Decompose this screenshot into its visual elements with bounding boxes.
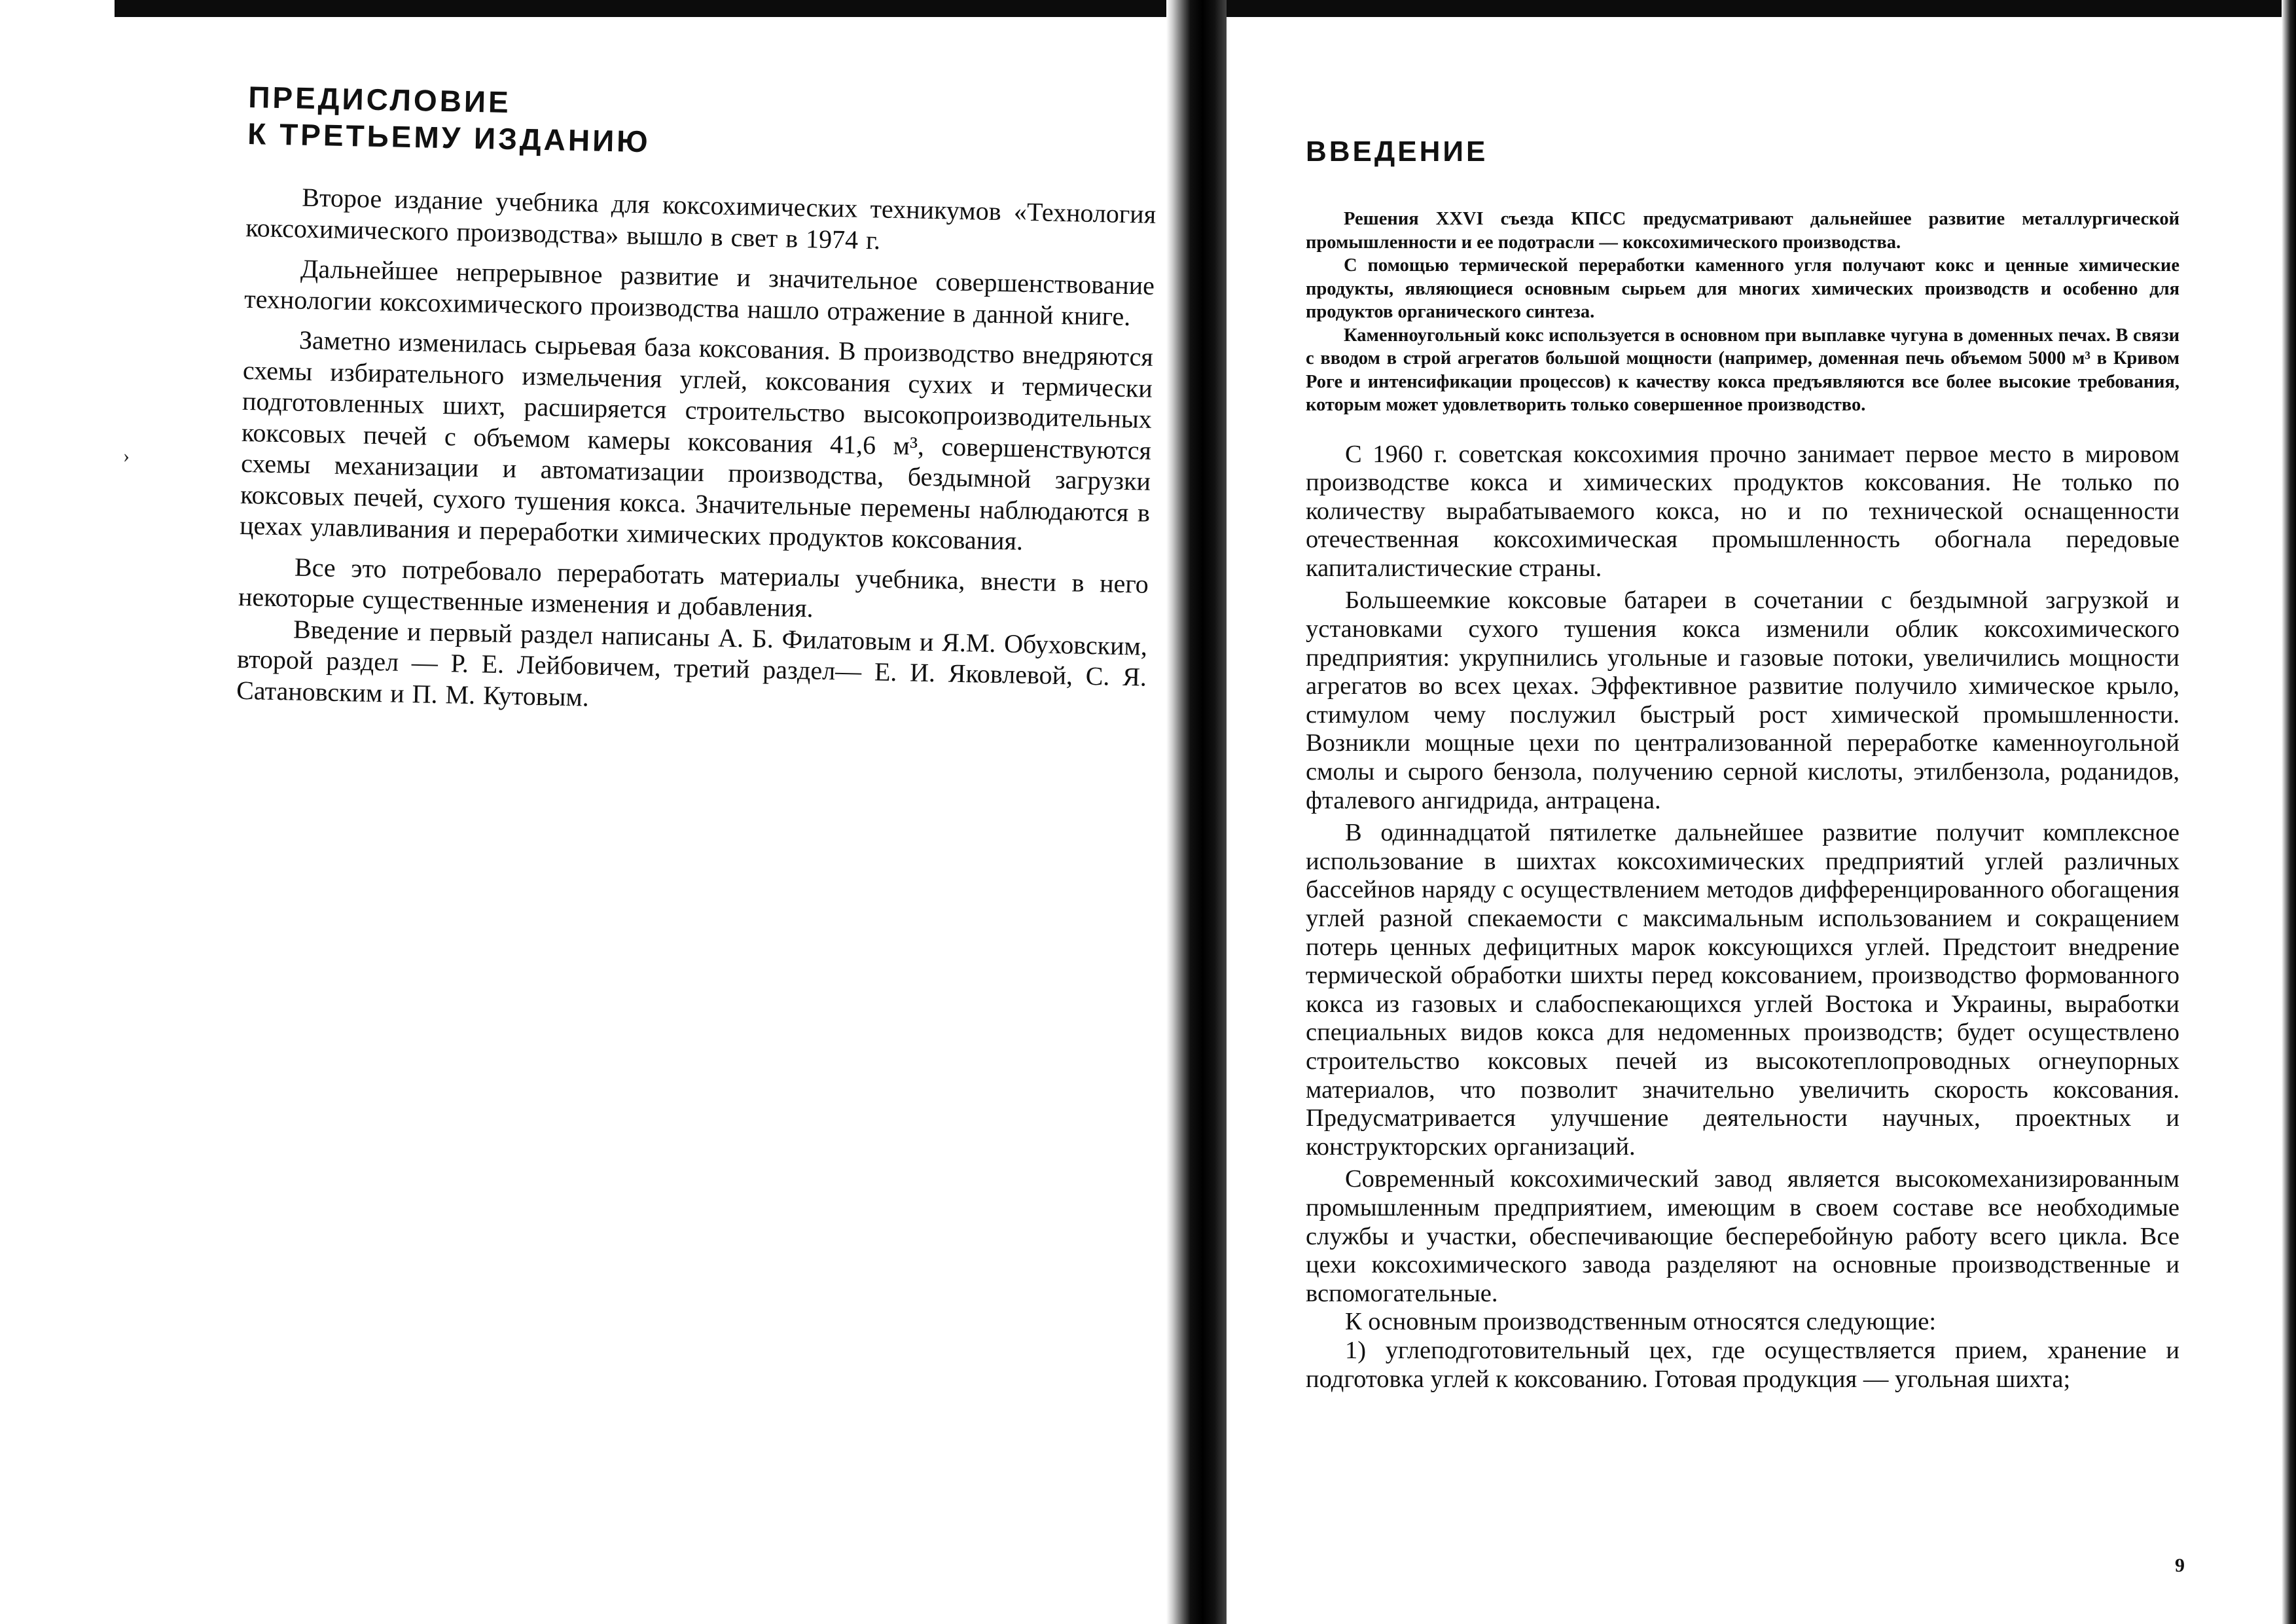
preface-paragraph: Все это потребовало переработать материалы учебника, внести в него некоторые существенные изменения и добавления. [238,552,1149,623]
introduction-heading: ВВЕДЕНИЕ [1306,135,1488,168]
body-paragraph: К основным производственным относятся следующие: [1345,1308,1937,1336]
abstract-paragraph: Каменноугольный кокс используется в основном при выплавке чугуна в доменных печах. В связи с вводом в строй агрегатов большой мощности (например, доменная печь объемом 5000 м³ в Кривом Роге и интенсификации процессов) к качеству кокса предъявляются все более высокие требования, которым может удовлетворить только совершенное производство. [1306,325,2179,415]
introduction-body [1306,441,2179,1394]
body-paragraph: Современный коксохимический завод является высокомеханизированным промышленным предприятием, имеющим в своем составе все необходимые службы и участки, обеспечивающие бесперебойную работу всего цикла. Все цехи коксохимического завода разделяют на основные производственные и вспомогательные. [1306,1165,2179,1307]
abstract-paragraph: Решения XXVI съезда КПСС предусматривают дальнейшее развитие металлургической промышленности и ее подотрасли — коксохимического производства. [1306,209,2179,253]
left-margin [0,0,115,1624]
body-paragraph: С 1960 г. советская коксохимия прочно занимает первое место в мировом производстве кокса и химических продуктов коксования. Не только по количеству вырабатываемого кокса, но и по технической оснащенности отечественная коксохимическая промышленность обогнала передовые капиталистические страны. [1306,440,2179,582]
left-page [236,79,1158,733]
preface-heading-line1: ПРЕДИСЛОВИЕ [247,79,512,120]
preface-paragraph: Введение и первый раздел написаны А. Б. Филатовым и Я.М. Обуховским, второй раздел — Р. Е. Лейбовичем, третий раздел— Е. И. Яковлевой, С. Я. Сатановским и П. М. Кутовым. [236,614,1148,712]
margin-mark: › [123,445,130,467]
preface-paragraph: Второе издание учебника для коксохимических техникумов «Технология коксохимического производства» вышло в свет в 1974 г. [245,182,1157,255]
preface-paragraph: Дальнейшее непрерывное развитие и значительное совершенствование технологии коксохимического производства нашло отражение в данной книге. [243,253,1155,331]
preface-heading-line2: К ТРЕТЬЕМУ ИЗДАНИЮ [247,116,651,159]
body-paragraph: 1) углеподготовительный цех, где осуществляется прием, хранение и подготовка углей к коксованию. Готовая продукция — угольная шихта; [1306,1336,2179,1393]
preface-heading [247,79,1158,170]
preface-paragraph: Заметно изменилась сырьевая база коксования. В производство внедряются схемы избирательного измельчения углей, коксования сухих и термически подготовленных шихт, расширяется строительство высокопроизводительных коксовых печей с объемом камеры коксования 41,6 м³, совершенствуются схемы механизации и автоматизации производства, бездымной загрузки коксовых печей, сухого тушения кокса. Значительные перемены наблюдаются в цехах улавливания и переработки химических продуктов коксования. [239,325,1154,556]
scan-top-border [0,0,2296,17]
abstract-paragraph: С помощью термической переработки каменного угля получают кокс и ценные химические продукты, являющиеся основным сырьем для многих химических производств и особенно для продуктов органического синтеза. [1306,255,2179,322]
right-scan-edge [2282,0,2296,1624]
body-paragraph: В одиннадцатой пятилетке дальнейшее развитие получит комплексное использование в шихтах коксохимических предприятий углей различных бассейнов наряду с осуществлением методов дифференцированного обогащения углей разной спекаемости с максимальным использованием и сокращением потерь ценных дефицитных марок коксующихся углей. Предстоит внедрение термической обработки шихты перед коксованием, производство формованного кокса из газовых и слабоспекающихся углей Востока и Украины, выработки специальных видов кокса для недоменных производств; будет осуществлено строительство коксовых печей из высокотеплопроводных огнеупорных материалов, что позволит значительно увеличить скорость коксования. Предусматривается улучшение деятельности научных, проектных и конструкторских организаций. [1306,819,2179,1161]
book-spine-shadow [1166,0,1227,1624]
right-page [1306,134,2179,1398]
introduction-abstract [1306,208,2179,417]
body-paragraph: Большеемкие коксовые батареи в сочетании с бездымной загрузкой и установками сухого тушения кокса изменили облик коксохимического предприятия: укрупнились угольные и газовые потоки, увеличились мощности агрегатов во всех цехах. Эффективное развитие получило химическое крыло, стимулом чему послужил быстрый рост химической промышленности. Возникли мощные цехи по централизованной переработке каменноугольной смолы и сырого бензола, получению серной кислоты, этилбензола, роданидов, фталевого ангидрида, антрацена. [1306,586,2179,814]
page-number: 9 [2175,1555,2185,1576]
